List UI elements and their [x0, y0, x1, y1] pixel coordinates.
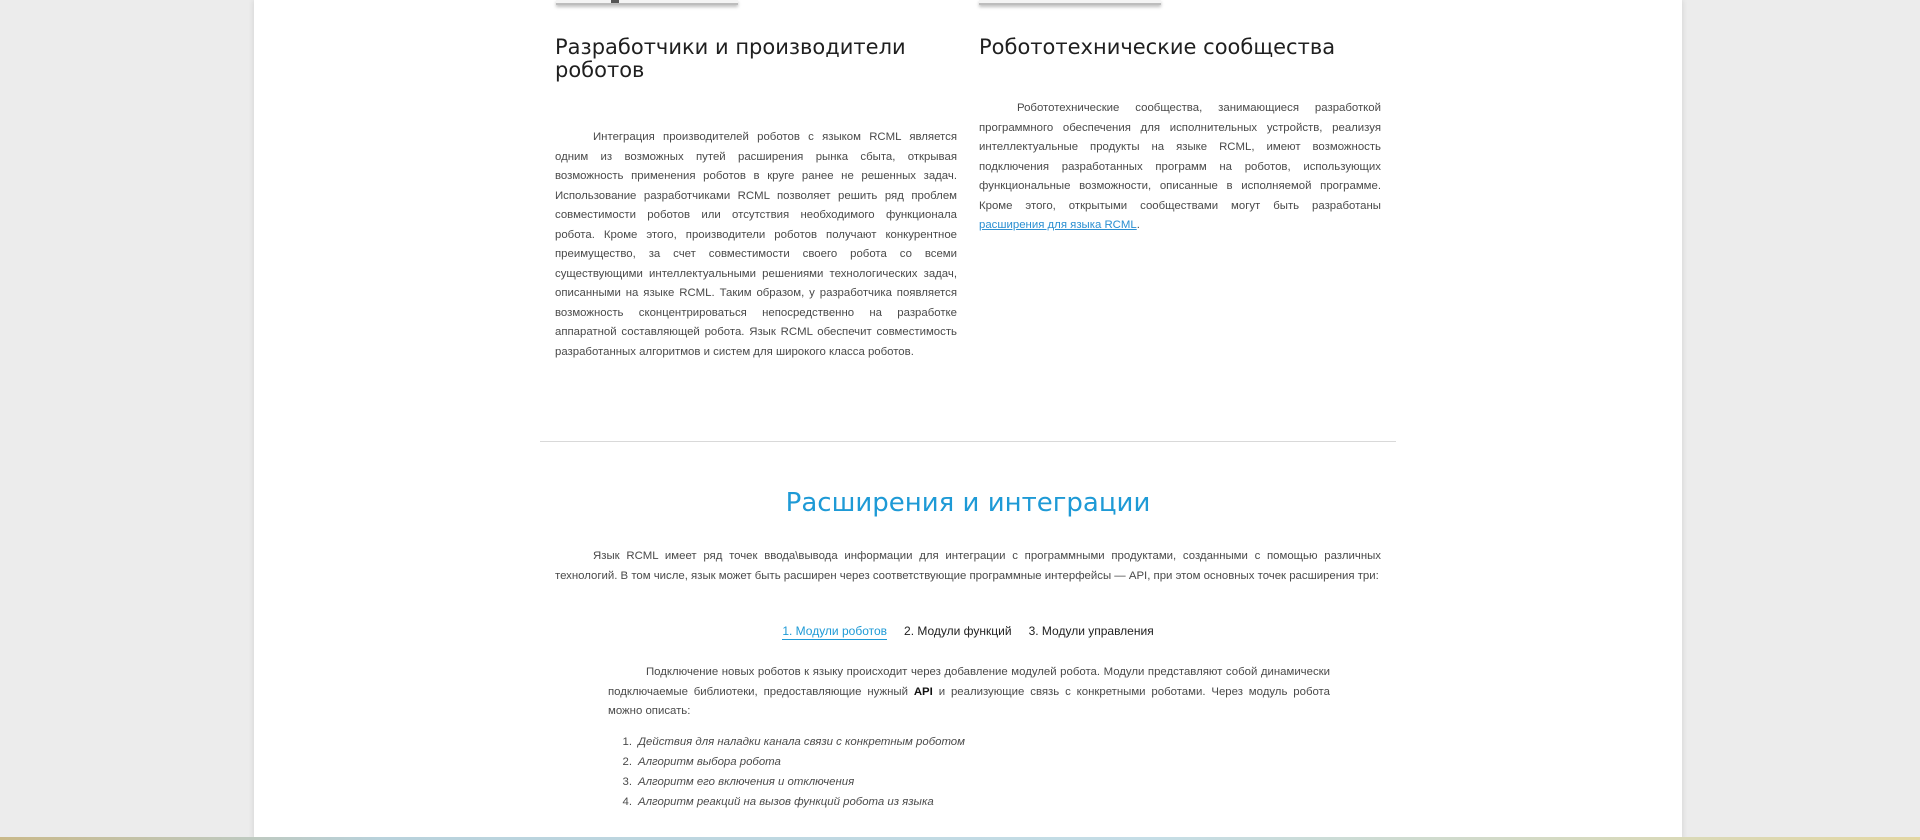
list-item-text: Алгоритм его включения и отключения	[638, 776, 855, 788]
list-item-number: 2.	[622, 756, 632, 768]
module-text-after: и реализующие связь с конкретными роботами. Через модуль робота можно описать:	[608, 685, 1330, 717]
list-item-text: Действия для наладки канала связи с конкретным роботом	[638, 736, 965, 748]
api-term: API	[913, 685, 933, 698]
list-item	[608, 732, 1328, 752]
tab-control-modules[interactable]: 3. Модули управления	[1028, 624, 1154, 638]
list-item-text: Алгоритм реакций на вызов функций робота из языка	[638, 796, 934, 808]
list-item-number: 1.	[622, 736, 632, 748]
list-item-text: Алгоритм выбора робота	[638, 756, 781, 768]
communities-text-body: Робототехнические сообщества, занимающиеся разработкой программного обеспечения для исполнительных устройств, реализуя интеллектуальные продукты на языке RCML, имеют возможность подключения разработанных программ на роботов, использующих функциональные возможности, описанные в исполняемой программе. Кроме этого, открытыми сообществами могут быть разработаны	[979, 102, 1381, 212]
communities-column	[979, 36, 1381, 236]
tab-robot-modules[interactable]: 1. Модули роботов	[782, 624, 888, 638]
list-item-number: 4.	[622, 796, 632, 808]
section-divider	[540, 441, 1396, 442]
communities-image	[979, 0, 1161, 5]
extensions-intro: Язык RCML имеет ряд точек ввода\вывода информации для интеграции с программными продуктами, созданными с помощью различных технологий. В том числе, язык может быть расширен через соответствующие программные интерфейсы — API, при этом основных точек расширения три:	[555, 550, 1381, 582]
communities-title: Робототехнические сообщества	[979, 35, 1336, 59]
developers-column	[555, 36, 957, 362]
developers-text: Интеграция производителей роботов с языком RCML является одним из возможных путей расширения рынка сбыта, открывая возможность применения роботов в круге ранее не решенных задач. Использование разработчиками RCML позволяет решить ряд проблем совместимости роботов или отсутствия необходимого функционала робота. Кроме этого, производители роботов получают конкурентное преимущество, за счет совместимости своего робота со всеми существующими интеллектуальными решениями технологических задач, описанными на языке RCML. Таким образом, у разработчика появляется возможность сконцентрироваться непосредственно на разработке аппаратной составляющей робота. Язык RCML обеспечит совместимость разработанных алгоритмов и систем для широкого класса роботов.	[555, 131, 957, 358]
communities-text	[979, 99, 1381, 236]
robot-module-capabilities-list	[608, 732, 1328, 812]
developers-image	[556, 0, 738, 5]
content-page	[254, 0, 1682, 840]
developers-title: Разработчики и производители роботов	[555, 35, 906, 82]
rcml-extensions-link[interactable]: расширения для языка RCML	[979, 219, 1137, 231]
list-item-number: 3.	[622, 776, 632, 788]
list-item	[608, 772, 1328, 792]
robot-modules-description	[608, 663, 1330, 722]
tab-function-modules[interactable]: 2. Модули функций	[904, 624, 1012, 638]
module-tabs	[254, 624, 1682, 640]
list-item	[608, 792, 1328, 812]
communities-text-end: .	[1136, 219, 1140, 231]
list-item	[608, 752, 1328, 772]
extensions-title: Расширения и интеграции	[785, 488, 1151, 518]
module-text-before: Подключение новых роботов к языку происходит через добавление модулей робота. Модули представляют собой динамически подключаемые библиотеки, предоставляющие нужный	[608, 666, 1330, 698]
